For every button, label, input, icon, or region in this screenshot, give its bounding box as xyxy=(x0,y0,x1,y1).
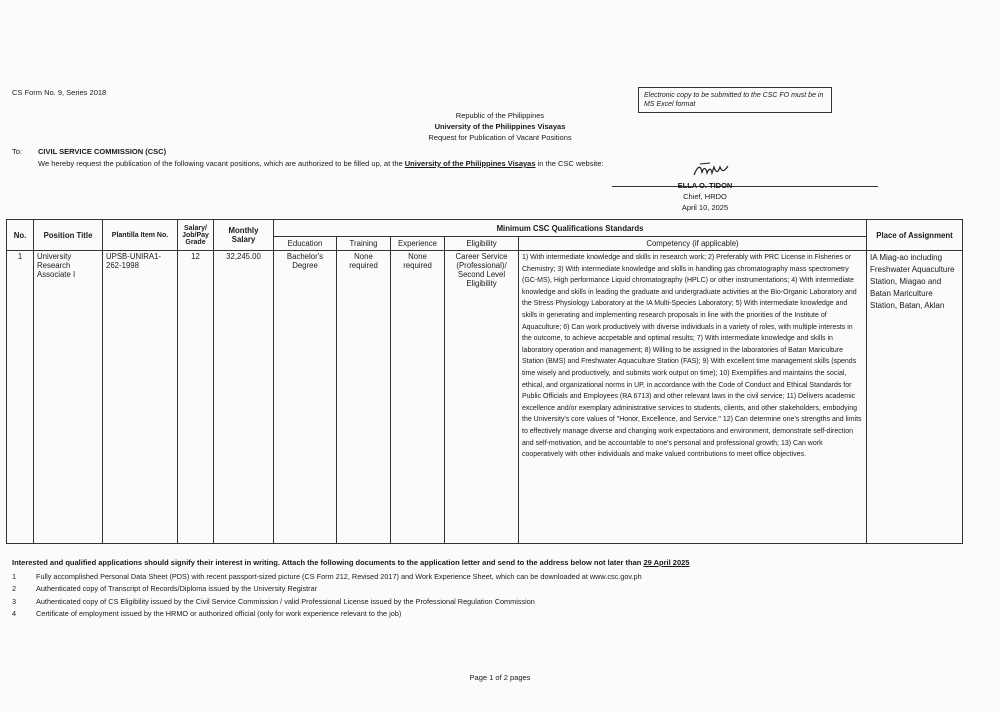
signatory-name: ELLA O. TIDON xyxy=(677,181,733,190)
header-min-qualifications: Minimum CSC Qualifications Standards xyxy=(274,220,867,237)
header-monthly-salary: Monthly Salary xyxy=(214,220,274,251)
signatory-title: Chief, HRDO xyxy=(683,192,727,201)
page-number: Page 1 of 2 pages xyxy=(469,673,531,682)
list-item: 2 Authenticated copy of Transcript of Records/Diploma issued by the University Registrar xyxy=(12,584,318,594)
signatory-block xyxy=(640,180,770,213)
republic-line: Republic of the Philippines xyxy=(455,111,545,120)
application-instructions xyxy=(12,558,689,567)
form-number: CS Form No. 9, Series 2018 xyxy=(12,88,107,97)
header-competency: Competency (if applicable) xyxy=(519,237,867,251)
to-label: To: xyxy=(12,147,23,156)
header-training: Training xyxy=(337,237,391,251)
table-row xyxy=(7,251,963,544)
cell-competency: 1) With intermediate knowledge and skills in research work; 2) Preferably with PRC License in Fisheries or Chemistry; 3) With intermediate knowledge and skills in handling gas chromatography mass spectrometry (GC-MS), High performance Liquid chromatography (HPLC) or other instrumentations; 4) With intermediate knowledge and skills in leading the graduate and undergraduate activities at the Bio-Organic Laboratory and the Stress Physiology Laboratory at the IA Multi-Species Laboratory; 5) With intermediate knowledge and skills in generating and implementing research proposals in line with the priorities of the Institute of Aquaculture; 6) Can work productively with diverse individuals in a variety of roles, with multiple interests in the outcome, to achieve accpetable and optimal results; 7) With intermediate knowledge and skills in laboratory operation and management; 8) Willing to be assigned in the laboratories of Batan Mariculture Station (BMS) and Freshwater Aquaculture Station (FAS); 9) With excellent time management skills (spends time wisely and productively, and submits work output on time); 10) Exemplifies and maintains the social, ethical, and organizational norms in UP, in accordance with the Code of Conduct and Ethical Standards for Public Officials and Employees (RA 6713) and other relevant laws in the civil service; 11) Delivers academic excellence and/or exemplary administrative services to students, clients, and other stakeholders, embodying the University's core values of "Honor, Excellence, and Service." 12) Can determine one's strengths and limits to effectively manage diverse and changing work expectations and environment, demonstrate self-direction and self-motivation, and be accountable to one's personal and professional growth; 13) Can work cooperatively with other individuals and make valued contributions to meet office objectives. xyxy=(519,251,867,544)
header-plantilla: Plantilla Item No. xyxy=(103,220,178,251)
instructions-text: Interested and qualified applications should signify their interest in writing. Attach the following documents to the application letter and send to the address below not later than xyxy=(12,558,644,567)
university-name: University of the Philippines Visayas xyxy=(434,122,566,131)
signatory-date: April 10, 2025 xyxy=(681,203,729,212)
cell-training: None required xyxy=(337,251,391,544)
signature-mark xyxy=(692,161,732,179)
request-statement xyxy=(38,159,603,168)
header-salary-grade: Salary/ Job/Pay Grade xyxy=(178,220,214,251)
header-education: Education xyxy=(274,237,337,251)
excel-format-note: Electronic copy to be submitted to the CSC FO must be in MS Excel format xyxy=(638,87,832,113)
list-item: 1 Fully accomplished Personal Data Sheet (PDS) with recent passport-sized picture (CS Form 212, Revised 2017) and Work Experience Sheet, which can be downloaded at www.csc.gov.ph xyxy=(12,572,642,581)
cell-experience: None required xyxy=(391,251,445,544)
vacant-positions-table xyxy=(6,219,963,544)
cell-position-title: University Research Associate I xyxy=(34,251,103,544)
requirements-list xyxy=(12,571,642,621)
cell-place: IA Miag-ao including Freshwater Aquaculture Station, Miagao and Batan Mariculture Station, Batan, Aklan xyxy=(867,251,963,544)
header-no: No. xyxy=(7,220,34,251)
list-item: 3 Authenticated copy of CS Eligibility issued by the Civil Service Commission / valid Professional License issued by the Professional Regulation Commission xyxy=(12,596,535,606)
list-item: 4 Certificate of employment issued by the HRMO or authorized official (only for work experience relevant to the job) xyxy=(12,609,402,619)
addressee: CIVIL SERVICE COMMISSION (CSC) xyxy=(38,147,167,156)
cell-no: 1 xyxy=(7,251,34,544)
request-text-post: in the CSC website: xyxy=(535,159,604,168)
cell-salary-grade: 12 xyxy=(178,251,214,544)
cell-education: Bachelor's Degree xyxy=(274,251,337,544)
request-agency: University of the Philippines Visayas xyxy=(404,159,536,168)
request-text-pre: We hereby request the publication of the following vacant positions, which are authorized to be filled up, at the xyxy=(38,159,405,168)
document-title: Request for Publication of Vacant Positions xyxy=(428,133,572,142)
header-position-title: Position Title xyxy=(34,220,103,251)
cell-eligibility: Career Service (Professional)/ Second Level Eligibility xyxy=(445,251,519,544)
header-eligibility: Eligibility xyxy=(445,237,519,251)
cell-plantilla: UPSB-UNIRA1-262-1998 xyxy=(103,251,178,544)
cell-monthly-salary: 32,245.00 xyxy=(214,251,274,544)
deadline-date: 29 April 2025 xyxy=(643,558,690,567)
header-place: Place of Assignment xyxy=(867,220,963,251)
header-experience: Experience xyxy=(391,237,445,251)
